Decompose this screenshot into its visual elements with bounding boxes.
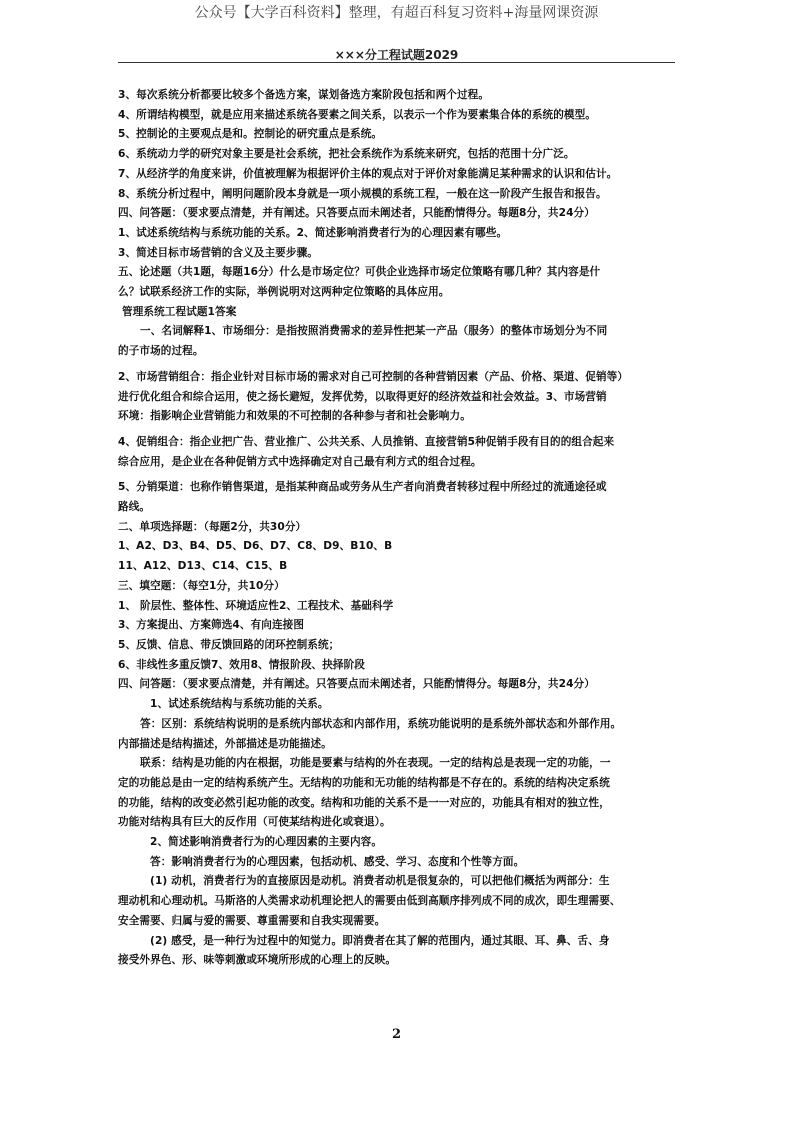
text-line: 内部描述是结构描述，外部描述是功能描述。: [118, 737, 332, 750]
text-line: 6、系统动力学的研究对象主要是社会系统，把社会系统作为系统来研究，包括的范围十分广泛。: [118, 148, 575, 161]
section-heading: 二、单项选择题：（每题2分，共30分）: [118, 520, 307, 533]
section-heading: 四、问答题：（要求要点清楚，并有阐述。只答要点而未阐述者，只能酌情得分。每题8分，共24分）: [118, 678, 595, 691]
text-line: 3、方案提出、方案筛选4、有向连接图: [118, 619, 305, 632]
text-line: 1、试述系统结构与系统功能的关系。2、简述影响消费者行为的心理因素有哪些。: [118, 226, 508, 239]
text-line: 2、市场营销组合：指企业针对目标市场的需求对自己可控制的各种营销因素（产品、价格、渠道、促销等）: [118, 370, 629, 383]
text-line: 1、 阶层性、整体性、环境适应性2、工程技术、基础科学: [118, 599, 394, 612]
text-line: 理动机和心理动机。马斯洛的人类需求动机理论把人的需要由低到高顺序排列成不同的成次，即生理需要、: [118, 895, 621, 908]
text-line: 答：区别：系统结构说明的是系统内部状态和内部作用，系统功能说明的是系统外部状态和外部作用。: [140, 717, 622, 730]
text-line: 5、控制论的主要观点是和。控制论的研究重点是系统。: [118, 128, 383, 141]
text-line: 5、反馈、信息、带反馈回路的闭环控制系统；: [118, 638, 340, 651]
text-line: 4、所谓结构模型，就是应用来描述系统各要素之间关系，以表示一个作为要素集合体的系统的模型。: [118, 108, 596, 121]
text-line: 7、从经济学的角度来讲，价值被理解为根据评价主体的观点对于评价对象能满足某种需求的认识和估计。: [118, 167, 618, 180]
text-line: 11、A12、D13、C14、C15、B: [118, 560, 288, 573]
question: 1、试述系统结构与系统功能的关系。: [150, 698, 329, 711]
text-line: 6、非线性多重反馈7、效用8、情报阶段、抉择阶段: [118, 658, 365, 671]
text-line: 的功能，结构的改变必然引起功能的改变。结构和功能的关系不是一一对应的，功能具有相对的独立性，: [118, 796, 610, 809]
text-line: 综合应用，是企业在各种促销方式中选择确定对自己最有利方式的组合过程。: [118, 455, 482, 468]
text-line: (1) 动机，消费者行为的直接原因是动机。消费者动机是很复杂的，可以把他们概括为两部分：生: [150, 875, 610, 888]
text-line: 环境：指影响企业营销能力和效果的不可控制的各种参与者和社会影响力。: [118, 410, 471, 423]
text-line: 5、分销渠道：也称作销售渠道，是指某种商品或劳务从生产者向消费者转移过程中所经过的流通途径或: [118, 481, 607, 494]
text-line: 联系：结构是功能的内在根据，功能是要素与结构的外在表现。一定的结构总是表现一定的功能，一: [140, 757, 611, 770]
section-heading: 五、论述题（共1题，每题16分）什么是市场定位？可供企业选择市场定位策略有哪几种？其内容是什: [118, 266, 601, 279]
text-line: 接受外界色、形、味等刺激或环境所形成的心理上的反映。: [118, 954, 397, 967]
text-line: 安全需要、归属与爱的需要、尊重需要和自我实现需要。: [118, 914, 386, 927]
text-line: 一、名词解释1、市场细分：是指按照消费需求的差异性把某一产品（服务）的整体市场划分为不同: [140, 325, 608, 338]
text-line: 8、系统分析过程中，阐明问题阶段本身就是一项小规模的系统工程，一般在这一阶段产生报告和报告。: [118, 187, 607, 200]
text-line: 的子市场的过程。: [118, 345, 204, 358]
top-banner: 公众号【大学百科资料】整理，有超百科复习资料+海量网课资源: [194, 5, 599, 21]
page-number: 2: [391, 1027, 402, 1042]
page-header: [118, 44, 675, 63]
text-line: 3、每次系统分析都要比较多个备选方案，谋划备选方案阶段包括和两个过程。: [118, 89, 490, 101]
text-line: 1、A2、D3、B4、D5、D6、D7、C8、D9、B10、B: [118, 540, 393, 553]
text-line: 路线。: [118, 501, 151, 514]
answer-title: 管理系统工程试题1答案: [122, 305, 237, 318]
header-title: ×××分工程试题2029: [334, 48, 459, 62]
text-line: 么？试联系经济工作的实际，举例说明对这两种定位策略的具体应用。: [118, 286, 450, 299]
text-line: 答：影响消费者行为的心理因素，包括动机、感受、学习、态度和个性等方面。: [150, 855, 525, 868]
document-body: [118, 86, 678, 971]
text-line: 3、简述目标市场营销的含义及主要步骤。: [118, 246, 318, 259]
question: 2、简述影响消费者行为的心理因素的主要内容。: [150, 836, 383, 849]
text-line: 功能对结构具有巨大的反作用（可使某结构进化或衰退）。: [118, 816, 391, 829]
text-line: 4、促销组合：指企业把广告、营业推广、公共关系、人员推销、直接营销5种促销手段有目的的组合起来: [118, 435, 615, 448]
text-line: 进行优化组合和综合运用，使之扬长避短，发挥优势，以取得更好的经济效益和社会效益。3、市场营销: [118, 390, 607, 403]
section-heading: 四、问答题：（要求要点清楚，并有阐述。只答要点而未阐述者，只能酌情得分。每题8分，共24分）: [118, 207, 595, 220]
text-line: (2) 感受，是一种行为过程中的知觉力。即消费者在其了解的范围内，通过其眼、耳、鼻、舌、身: [150, 934, 610, 947]
text-line: 定的功能总是由一定的结构系统产生。无结构的功能和无功能的结构都是不存在的。系统的结构决定系统: [118, 776, 610, 789]
section-heading: 三、填空题：（每空1分，共10分）: [118, 579, 285, 592]
